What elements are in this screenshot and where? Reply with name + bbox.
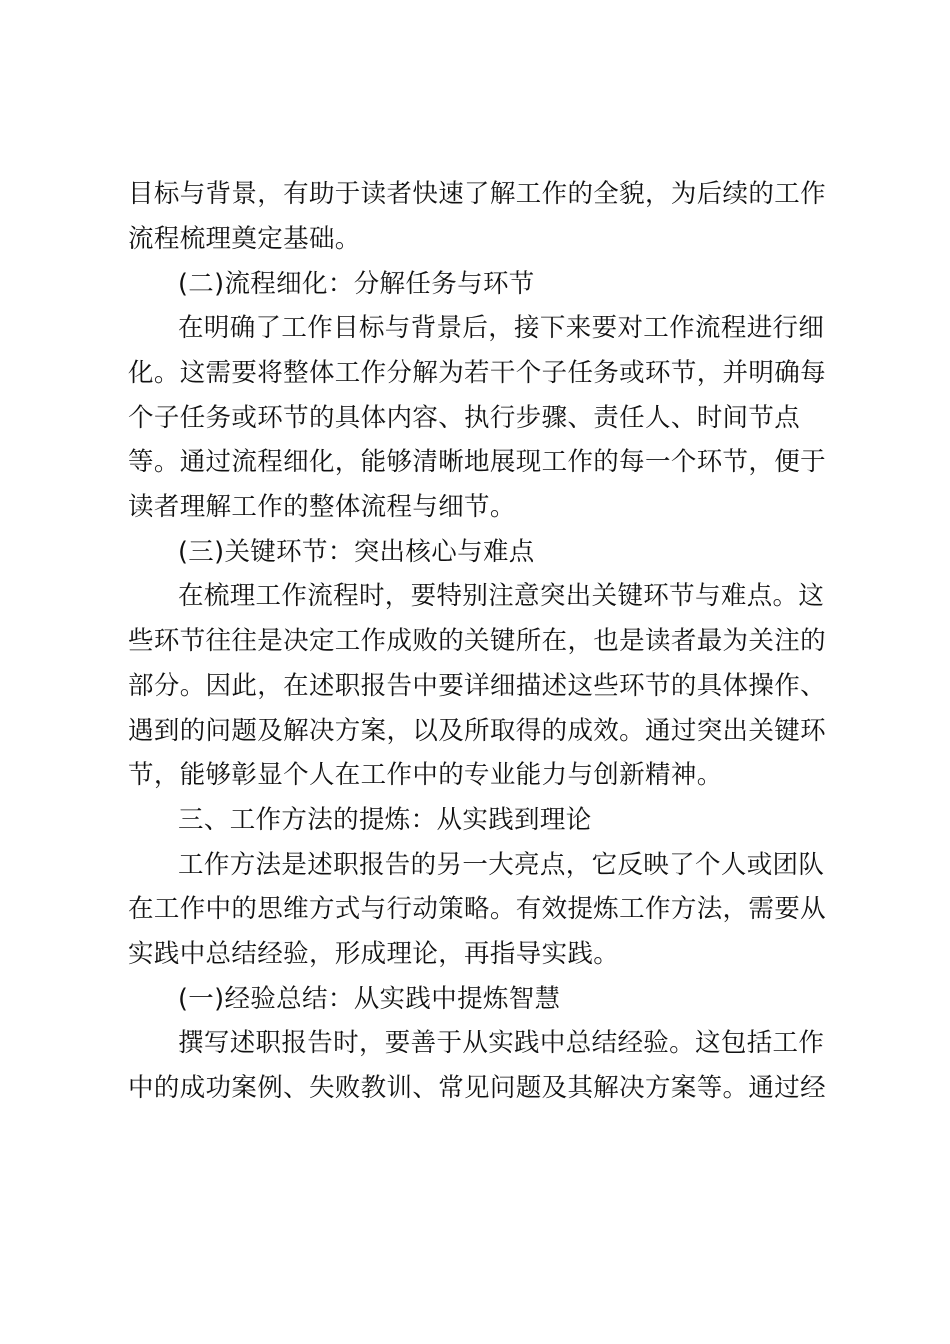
section-heading: (一)经验总结：从实践中提炼智慧 — [178, 984, 561, 1014]
paragraph-line: 工作方法是述职报告的另一大亮点，它反映了个人或团队 — [178, 850, 825, 880]
paragraph-line: 节，能够彰显个人在工作中的专业能力与创新精神。 — [128, 760, 723, 790]
section-heading: (三)关键环节：突出核心与难点 — [178, 537, 535, 567]
paragraph-line: 中的成功案例、失败教训、常见问题及其解决方案等。通过经 — [128, 1073, 826, 1103]
section-heading: (二)流程细化：分解任务与环节 — [178, 269, 535, 299]
paragraph-line: 等。通过流程细化，能够清晰地展现工作的每一个环节，便于 — [128, 447, 826, 477]
paragraph-line: 实践中总结经验，形成理论，再指导实践。 — [128, 939, 620, 969]
section-heading: 三、工作方法的提炼：从实践到理论 — [178, 805, 592, 835]
paragraph-line: 读者理解工作的整体流程与细节。 — [128, 492, 516, 522]
paragraph-line: 个子任务或环节的具体内容、执行步骤、责任人、时间节点 — [128, 403, 801, 433]
paragraph-line: 目标与背景，有助于读者快速了解工作的全貌，为后续的工作 — [128, 179, 826, 209]
paragraph-line: 流程梳理奠定基础。 — [128, 224, 361, 254]
paragraph-line: 在梳理工作流程时，要特别注意突出关键环节与难点。这 — [178, 581, 825, 611]
paragraph-line: 些环节往往是决定工作成败的关键所在，也是读者最为关注的 — [128, 626, 826, 656]
paragraph-line: 化。这需要将整体工作分解为若干个子任务或环节，并明确每 — [128, 358, 826, 388]
paragraph-line: 在工作中的思维方式与行动策略。有效提炼工作方法，需要从 — [128, 894, 826, 924]
paragraph-line: 撰写述职报告时，要善于从实践中总结经验。这包括工作 — [178, 1028, 825, 1058]
paragraph-line: 遇到的问题及解决方案，以及所取得的成效。通过突出关键环 — [128, 716, 826, 746]
paragraph-line: 在明确了工作目标与背景后，接下来要对工作流程进行细 — [178, 313, 825, 343]
paragraph-line: 部分。因此，在述职报告中要详细描述这些环节的具体操作、 — [128, 671, 826, 701]
